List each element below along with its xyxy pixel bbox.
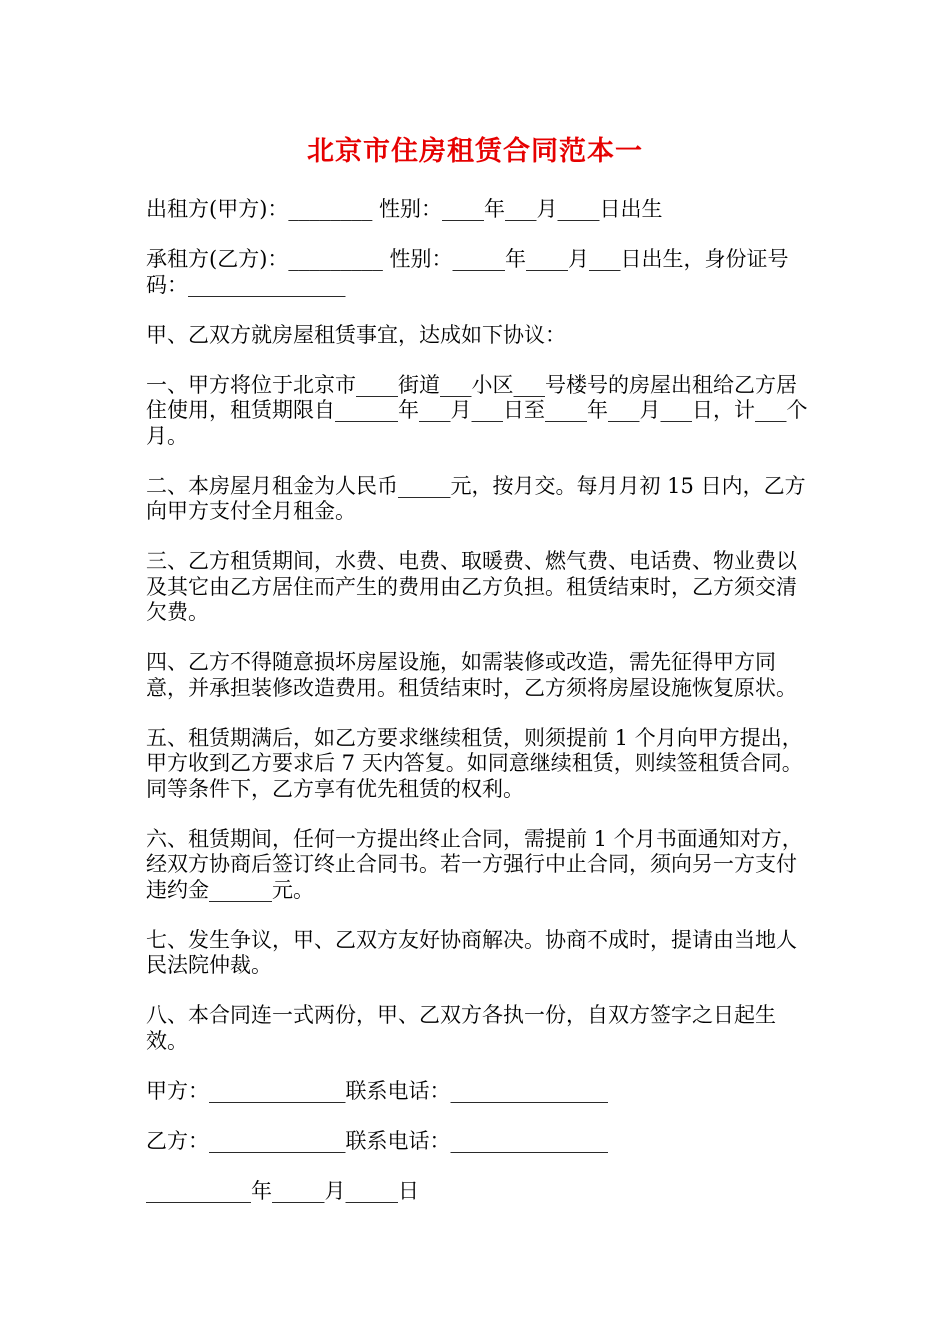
document-title: 北京市住房租赁合同范本一 (307, 136, 643, 167)
clause-1: 一、甲方将位于北京市____街道___小区___号楼号的房屋出租给乙方居住使用，租赁期限自______年___月___日至____年___月___日，计___个月。 (146, 372, 808, 448)
agreement-intro: 甲、乙双方就房屋租赁事宜，达成如下协议： (146, 322, 566, 347)
document-body (146, 197, 810, 1229)
date-line: __________年_____月_____日 (146, 1178, 419, 1203)
clause-4: 四、乙方不得随意损坏房屋设施，如需装修或改造，需先征得甲方同意，并承担装修改造费用。租赁结束时，乙方须将房屋设施恢复原状。 (146, 650, 797, 700)
party-b-signature-line: 乙方：_____________联系电话：_______________ (146, 1128, 608, 1153)
clause-7: 七、发生争议，甲、乙双方友好协商解决。协商不成时，提请由当地人民法院仲裁。 (146, 927, 797, 977)
party-a-signature-line: 甲方：_____________联系电话：_______________ (146, 1078, 608, 1103)
clause-6: 六、租赁期间，任何一方提出终止合同，需提前 1 个月书面通知对方，经双方协商后签订终止合同书。若一方强行中止合同，须向另一方支付违约金______元。 (146, 826, 803, 902)
clause-2: 二、本房屋月租金为人民币_____元，按月交。每月月初 15 日内，乙方向甲方支付全月租金。 (146, 473, 806, 523)
party-b-line: 承租方(乙方)：_________ 性别：_____年____月___日出生，身份证号码：_______________ (146, 247, 789, 297)
clause-3: 三、乙方租赁期间，水费、电费、取暖费、燃气费、电话费、物业费以及其它由乙方居住而产生的费用由乙方负担。租赁结束时，乙方须交清欠费。 (146, 549, 797, 624)
clause-8: 八、本合同连一式两份，甲、乙双方各执一份，自双方签字之日起生效。 (146, 1003, 776, 1053)
clause-5: 五、租赁期满后，如乙方要求继续租赁，则须提前 1 个月向甲方提出，甲方收到乙方要求后 7 天内答复。如同意继续租赁，则续签租赁合同。同等条件下，乙方享有优先租赁的权利。 (146, 725, 803, 801)
party-a-line: 出租方(甲方)：________ 性别：____年___月____日出生 (146, 197, 663, 221)
